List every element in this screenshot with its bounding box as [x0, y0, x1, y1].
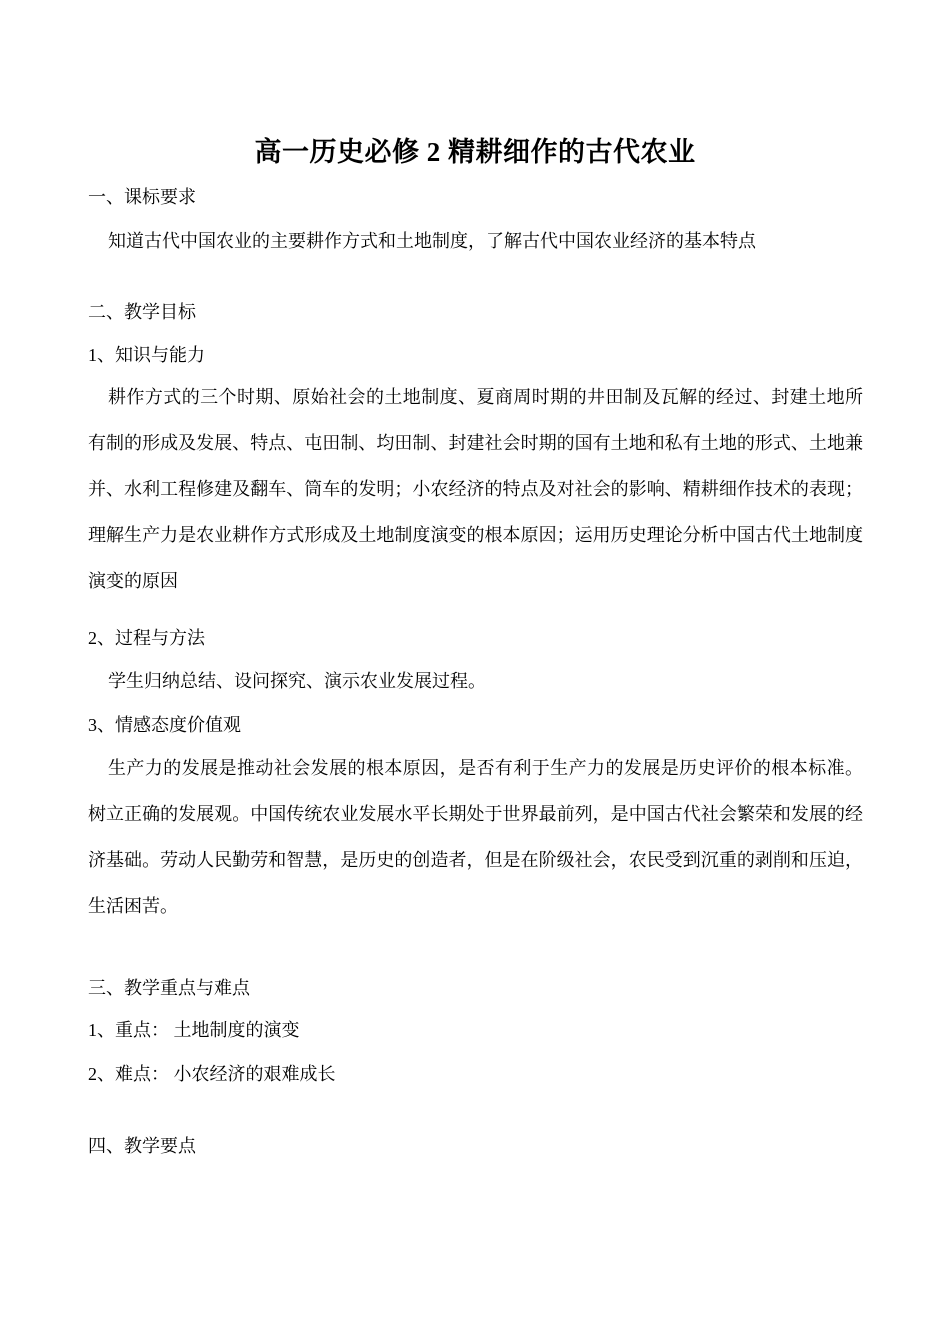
key-point-item: 1、重点： 土地制度的演变 — [88, 1020, 300, 1040]
section-heading-curriculum: 一、课标要求 — [88, 187, 196, 207]
subheading-process: 2、过程与方法 — [88, 628, 205, 648]
document-title: 高一历史必修 2 精耕细作的古代农业 — [254, 137, 696, 167]
values-paragraph: 生产力的发展是推动社会发展的根本原因，是否有利于生产力的发展是历史评价的根本标准。树立正确的发展观。中国传统农业发展水平长期处于世界最前列，是中国古代社会繁荣和发展的经济基础。劳动人民勤劳和智慧，是历史的创造者，但是在阶级社会，农民受到沉重的剥削和压迫，生活困苦。 — [88, 758, 863, 916]
subheading-knowledge: 1、知识与能力 — [88, 345, 205, 365]
section-heading-objectives: 二、教学目标 — [88, 302, 196, 322]
difficult-point-item: 2、难点： 小农经济的艰难成长 — [88, 1064, 336, 1084]
process-text: 学生归纳总结、设问探究、演示农业发展过程。 — [108, 671, 486, 691]
curriculum-text: 知道古代中国农业的主要耕作方式和土地制度，了解古代中国农业经济的基本特点 — [108, 231, 756, 251]
subheading-values: 3、情感态度价值观 — [88, 715, 241, 735]
knowledge-paragraph: 耕作方式的三个时期、原始社会的土地制度、夏商周时期的井田制及瓦解的经过、封建土地所有制的形成及发展、特点、屯田制、均田制、封建社会时期的国有土地和私有土地的形式、土地兼并、水利工程修建及翻车、筒车的发明；小农经济的特点及对社会的影响、精耕细作技术的表现；理解生产力是农业耕作方式形成及土地制度演变的根本原因；运用历史理论分析中国古代土地制度演变的原因 — [88, 387, 863, 591]
section-heading-key-points: 三、教学重点与难点 — [88, 978, 250, 998]
section-heading-teaching-points: 四、教学要点 — [88, 1136, 196, 1156]
